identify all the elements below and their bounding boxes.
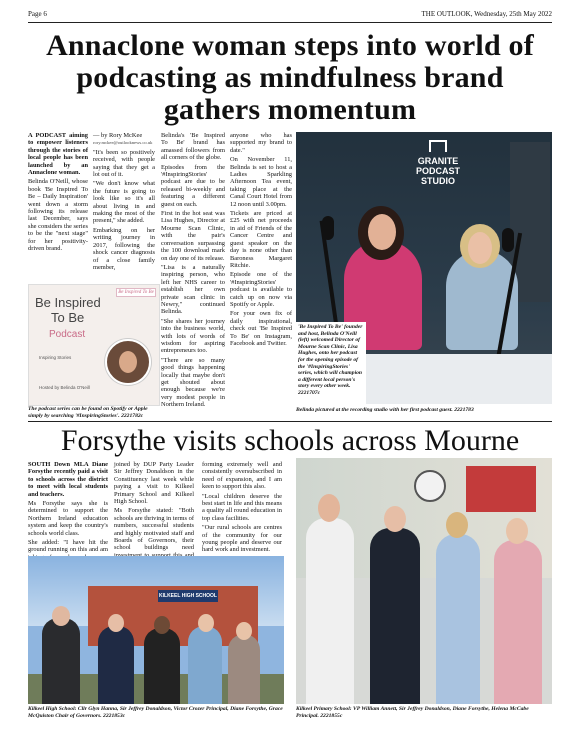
story1-paragraph: Belinda O'Neill, whose book 'Be Inspired To Be – Daily Inspiration' went down a storm following its release last December, says she considers the series to be the "next stage" for her positivity-driven brand. [28,178,88,253]
promo-title-line2: To Be [51,310,85,325]
person-5-face [236,622,252,640]
person-5 [228,634,260,704]
microphone-left-icon [322,216,334,240]
person-3-face [154,616,170,634]
story1-column-1 [28,132,88,255]
byline-email: rory.mckee@outlooknews.co.uk [93,140,153,146]
masthead: THE OUTLOOK, Wednesday, 25th May 2022 [421,10,552,18]
promo-title [35,295,101,325]
person-b [370,528,420,704]
kilkeel-high-photo [28,556,284,704]
promo-title-line1: Be Inspired [35,295,101,310]
story1-paragraph: Tickets are priced at £25 with net proceeds in aid of Friends of the Cancer Centre and guest speaker on the day is none other than Baroness Margaret Ritchie. [230,210,292,269]
story2-paragraph: She added: "I have hit the ground running on this and am [28,539,108,554]
story1-headline: Annaclone woman steps into world of podcasting as mindfulness brand gathers momentum [46,29,534,126]
person-a-face [318,494,340,522]
studio-sign-line3: STUDIO [420,176,455,186]
person-2 [98,626,134,704]
person-c-face [446,512,468,538]
byline: — by Rory McKee [93,132,143,139]
story1-paragraph: "There are so many good things happening locally that maybe don't get shouted about enough because we're very modest people in Northern Ireland. [161,356,225,409]
page-number: Page 6 [28,10,47,18]
story2-paragraph: Ms Forsythe says she is determined to support the Northern Ireland education system and keep the country's schools world class. [28,500,108,537]
person-d-face [506,518,528,544]
story2-headline: Forsythe visits schools across Mourne [60,424,520,457]
story2-paragraph: Ms Forsythe stated: "Both schools are thriving in terms of numbers, successful students and highly motivated staff and Boards of Governors, their school buildings need [114,507,194,552]
story1-paragraph: Episode one of the '#InspiringStories' podcast is available to catch up on now via Spotify or Apple. [230,271,292,308]
story1-lead: A PODCAST aiming to empower listeners through the stories of local people has been launched by an Annaclone woman. [28,132,88,177]
story1-paragraph: "Lisa is a naturally inspiring person, who left her NHS career to establish her own private scan clinic in Newry," continued Belinda. [161,263,225,316]
byline-name: by Rory McKee [101,132,143,139]
story2-paragraph: forming extremely well and consistently oversubscribed in need of expansion, and I am keen to support this also. [202,461,282,491]
promo-caption: The podcast series can be found on Spotify or Apple simply by searching '#InspiringStories'. 2221782c [28,406,148,419]
person-d [494,540,542,704]
promo-sub: Inspiring Stories [39,355,72,360]
wall-display [466,466,536,512]
kilkeel-primary-photo [296,458,552,704]
story2-paragraph: joined by DUP Party Leader Sir Jeffrey Donaldson in the Constituency last week while paying a visit to Kilkeel Primary School and Kilkeel High School. [114,461,194,506]
person-3 [144,628,180,704]
story2-lead: SOUTH Down MLA Diane Forsythe recently paid a visit to schools across the district to meet with local students and teachers. [28,461,108,498]
story2-paragraph: "Local children deserve the best start in life and this means a quality all round education in top class facilities. [202,492,282,522]
story1-paragraph: "We don't know what the future is going to look like so it's all about living in and making the most of the present," she added. [93,180,155,225]
studio-sign-line1: GRANITE [417,156,459,166]
promo-stamp-text: Be Inspired To Be [116,288,156,297]
clock-icon [414,470,446,502]
page-header [28,6,552,23]
person-1-face [52,606,70,626]
person-1 [42,618,80,704]
host-face [119,351,137,373]
photo1-caption: Kilkeel High School: Cllr Glyn Hanna, Sir Jeffrey Donaldson, Victor Crozer Principal, Diane Forsythe, Grace McQuiston Chair of Governors. 2221853c [28,706,283,719]
person-a [306,518,354,704]
story1-paragraph: For your own fix of daily inspirational, check out 'Be Inspired To Be' on Instagram, Facebook and Twitter. [230,310,292,347]
story1-paragraph: On November 11, Belinda is set to host a Ladies Sparkling Afternoon Tea event, taking place at the Canal Court Hotel from 12 noon until 3.00pm. [230,156,292,208]
promo-podcast-word: Podcast [49,329,86,340]
person-4-face [198,614,214,632]
person-4 [188,626,222,704]
story1-paragraph: Belinda's 'Be Inspired To Be' brand has amassed followers from all corners of the globe. [161,132,225,162]
promo-host: Hosted by Belinda O'Neill [39,385,90,390]
studio-sign [406,140,470,186]
story1-paragraph: Embarking on her writing journey in 2017, following the shock cancer diagnosis of a close family member, [93,226,155,271]
belinda-face [368,214,396,250]
podcast-promo-image [28,284,160,406]
side-caption-box [296,322,366,414]
photo2-caption: Kilkeel Primary School: VP William Annett, Sir Jeffrey Donaldson, Diane Forsythe, Helena McCabe Principal. 2221855c [296,706,529,719]
story1-paragraph: Episodes from the '#InspiringStories' podcast are due to be released bi-weekly and featuring a different guest on each. [161,163,225,208]
person-b-face [384,506,406,532]
studio-caption: Belinda pictured at the recording studio with her first podcast guest. 2221783 [296,407,474,413]
person-2-face [108,614,124,632]
side-caption: 'Be Inspired To Be' founder and host, Belinda O'Neill (left) welcomed Director of Mourne Scan Clinic, Lisa Hughes, onto her podcast for the opening episode of the '#InspiringStories' series, which will champion a different local person's story every other week. 2221707c [298,324,363,396]
studio-sign-line2: PODCAST [415,166,460,176]
host-portrait [105,339,151,385]
story1-column-2 [93,132,155,273]
story1-paragraph: "She shares her journey into the business world, with lots of words of wisdom for aspiring entrepreneurs too. [161,317,225,355]
studio-logo-icon [429,140,447,152]
story1-paragraph: anyone who has supported my brand to date." [230,132,292,154]
story1-column-3 [161,132,225,411]
promo-stamp [116,288,156,302]
school-sign: KILKEEL HIGH SCHOOL [158,590,218,602]
story1-paragraph: "It's been so positively received, with people saying that they get a lot out of it. [93,148,155,179]
lisa-face [468,232,492,264]
story2-paragraph: "Our rural schools are centres of the community for our young people and deserve our hard work and investment. [202,524,282,554]
story1-paragraph: First in the hot seat was Lisa Hughes, Director at Mourne Scan Clinic, with the pair's conversation surpassing the 100 download mark on day one of its release. [161,210,225,262]
microphone-right-icon [502,228,514,252]
story1-column-4 [230,132,292,349]
person-c [436,534,480,704]
section-divider [28,421,552,422]
